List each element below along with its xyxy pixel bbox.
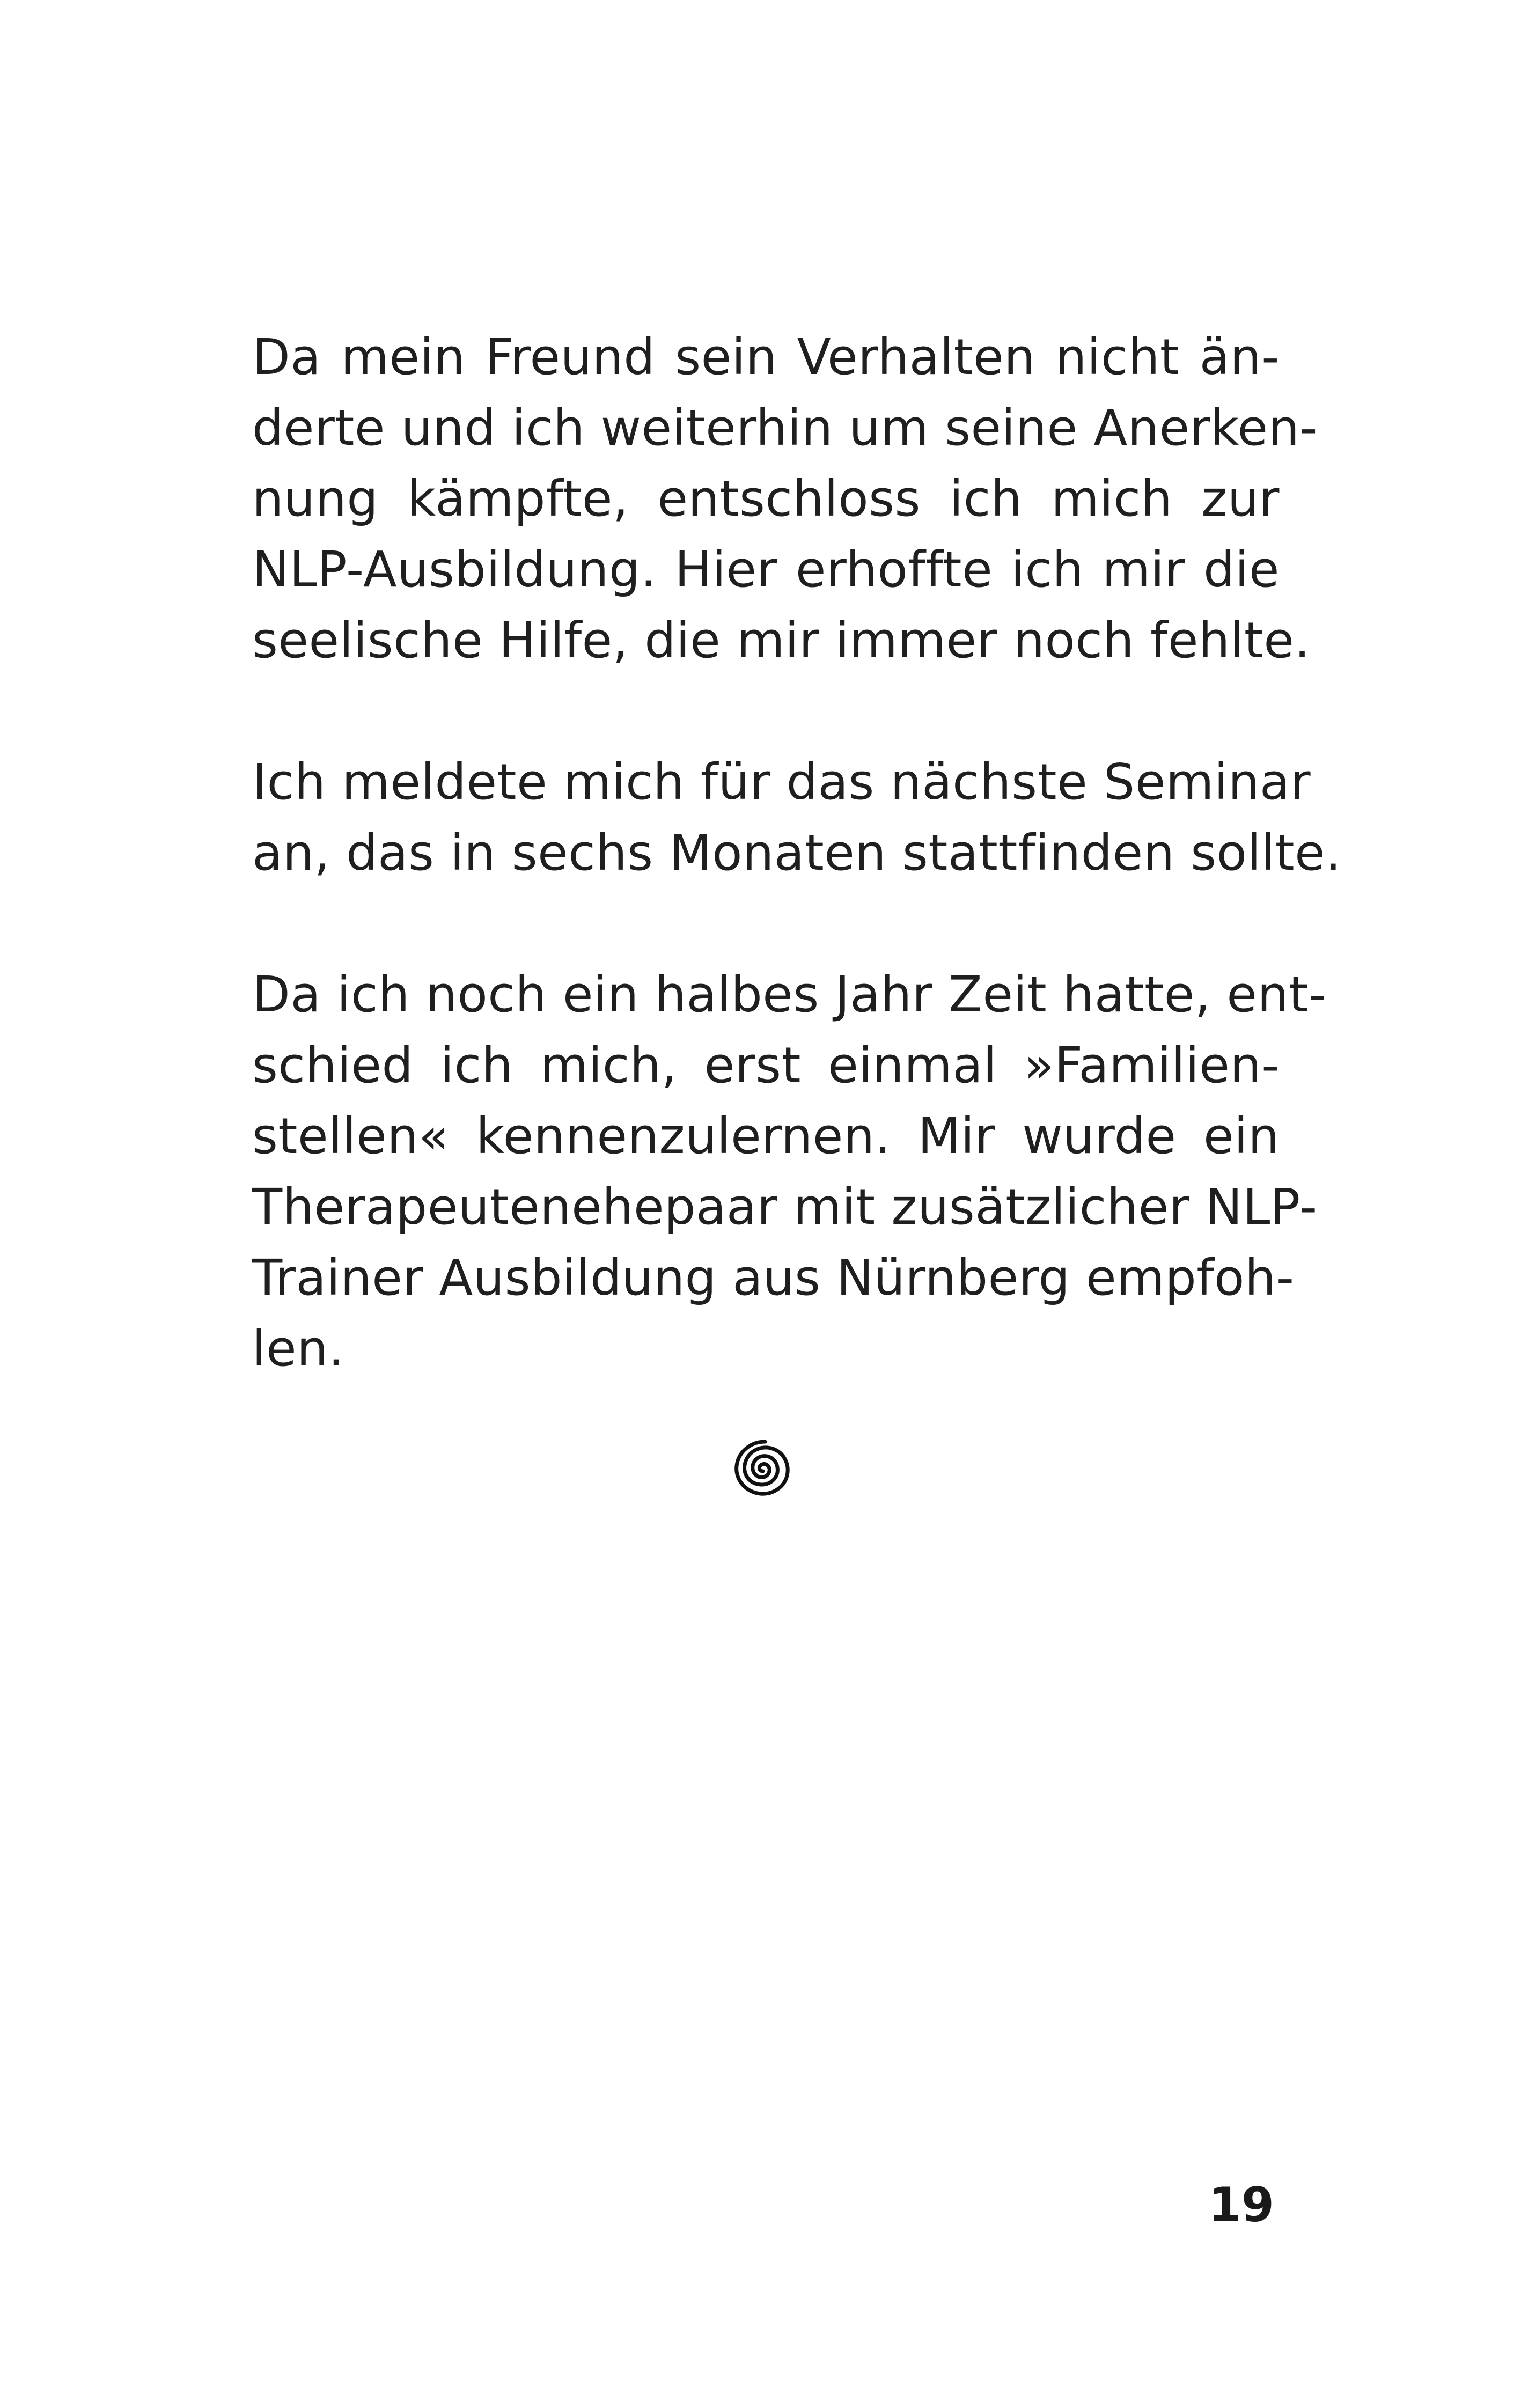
text-line: an, das in sechs Monaten stattfinden sollte. [252, 824, 1342, 882]
paragraph-3 [252, 959, 1327, 1384]
text-line: derte und ich weiterhin um seine Anerken- [252, 399, 1318, 457]
text-line: len. [252, 1320, 344, 1377]
text-line: Da mein Freund sein Verhalten nicht än- [252, 328, 1280, 386]
spiral-icon [717, 1422, 809, 1513]
text-line: Trainer Ausbildung aus Nürnberg empfoh- [252, 1249, 1295, 1306]
text-line: stellen« kennenzulernen. Mir wurde ein [252, 1107, 1280, 1165]
text-line: Ich meldete mich für das nächste Seminar [252, 753, 1311, 811]
paragraph-1 [252, 322, 1318, 676]
text-line: Therapeutenehepaar mit zusätzlicher NLP- [252, 1178, 1318, 1236]
text-line: Da ich noch ein halbes Jahr Zeit hatte, ent- [252, 966, 1327, 1023]
text-line: NLP-Ausbildung. Hier erhoffte ich mir die [252, 541, 1280, 598]
text-line: seelische Hilfe, die mir immer noch fehlte. [252, 612, 1311, 669]
text-line: nung kämpfte, entschloss ich mich zur [252, 470, 1280, 527]
body-text [252, 322, 1342, 1384]
paragraph-2 [252, 747, 1342, 889]
text-line: schied ich mich, erst einmal »Familien- [252, 1037, 1280, 1094]
page-number: 19 [1208, 2177, 1274, 2233]
paragraph-spacer [252, 889, 1280, 959]
paragraph-spacer [252, 676, 1280, 747]
